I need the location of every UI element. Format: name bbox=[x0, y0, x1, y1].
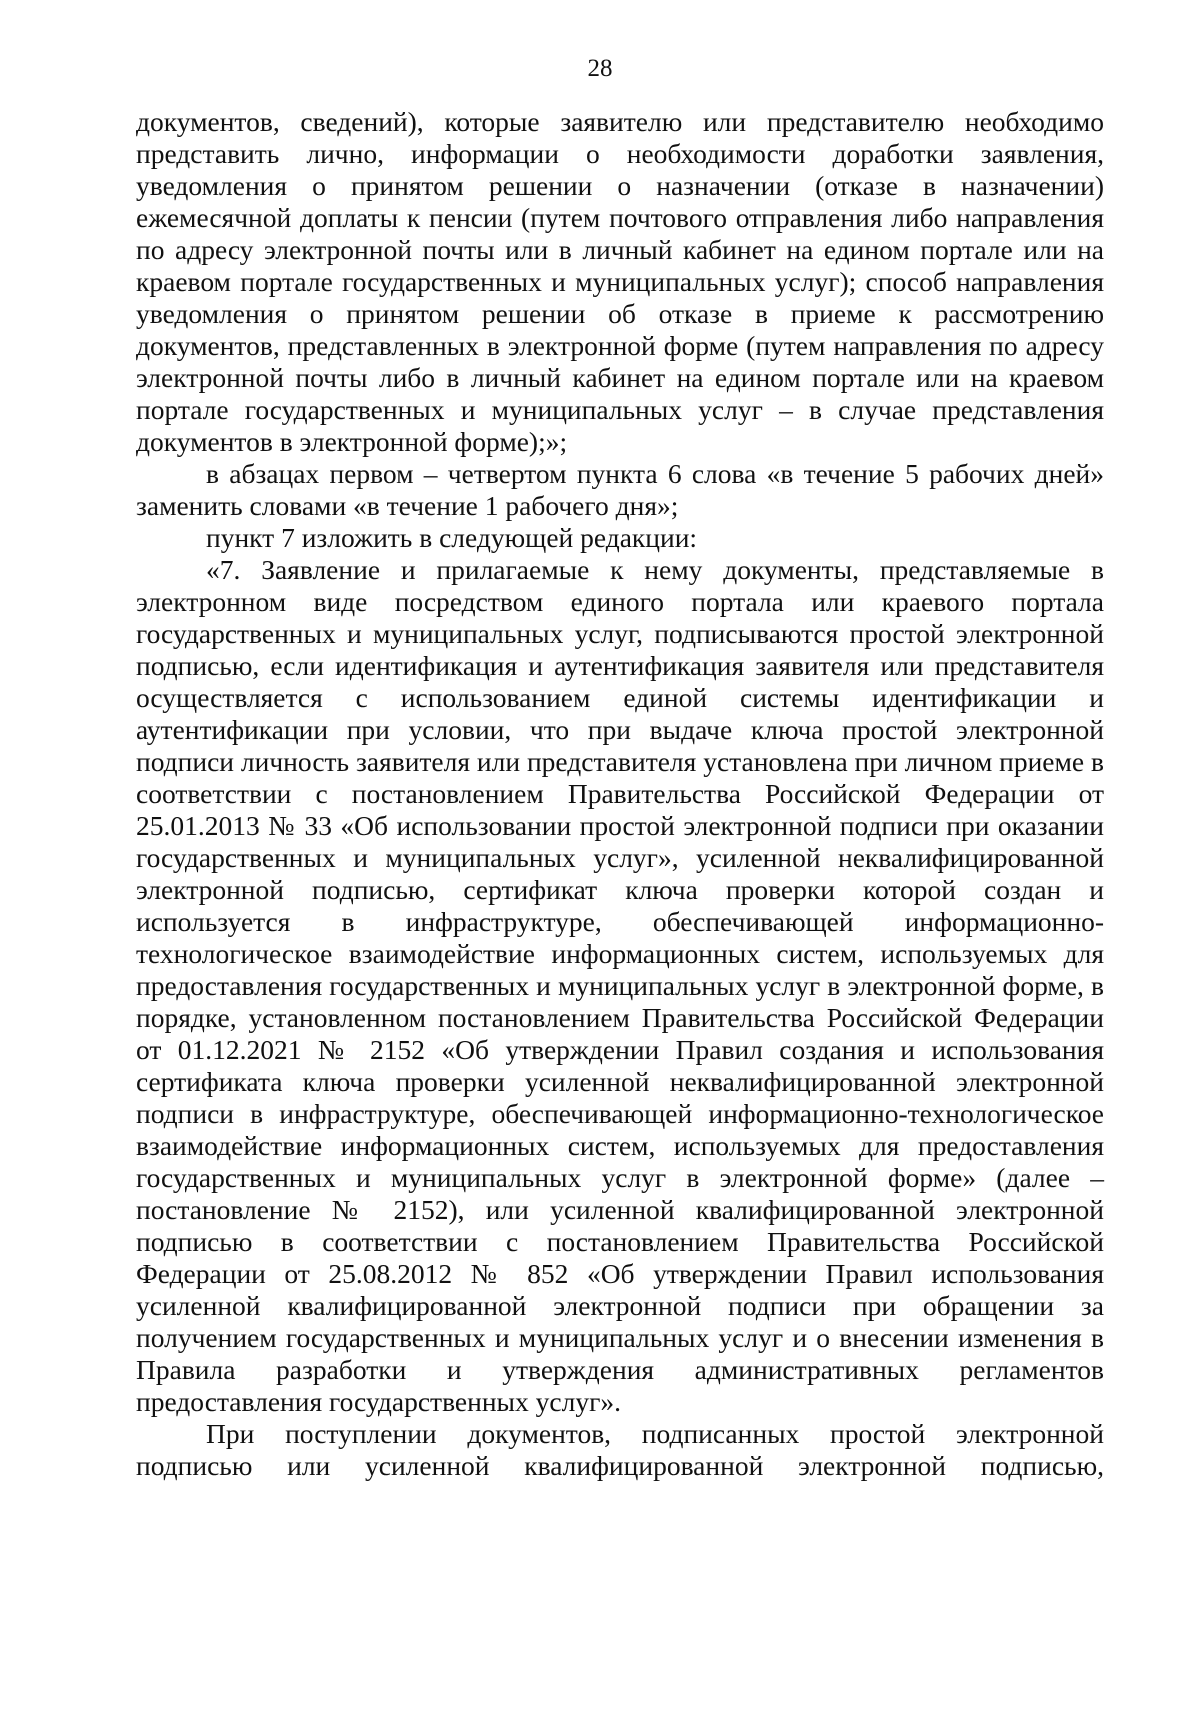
document-body bbox=[136, 106, 1104, 1482]
paragraph-continuation: документов, сведений), которые заявителю или представителю необходимо представить лично, информации о необходимости доработки заявления, уведомления о принятом решении о назначении (отказе в назначении) ежемесячной доплаты к пенсии (путем почтового отправления либо направления по адресу электронной почты или в личный кабинет на едином портале или на краевом портале государственных и муниципальных услуг); способ направления уведомления о принятом решении об отказе в приеме к рассмотрению документов, представленных в электронной форме (путем направления по адресу электронной почты либо в личный кабинет на едином портале или на краевом портале государственных и муниципальных услуг – в случае представления документов в электронной форме);»; bbox=[136, 106, 1104, 457]
page-number: 28 bbox=[587, 55, 613, 82]
paragraph-amendment-point-7-intro: пункт 7 изложить в следующей редакции: bbox=[206, 522, 698, 553]
paragraph-amendment-point-6: в абзацах первом – четвертом пункта 6 слова «в течение 5 рабочих дней» заменить словами «в течение 1 рабочего дня»; bbox=[136, 458, 1104, 521]
paragraph-continued-next-page: При поступлении документов, подписанных простой электронной подписью или усиленной квалифицированной электронной подписью, bbox=[136, 1418, 1104, 1481]
paragraph-point-7-text: «7. Заявление и прилагаемые к нему документы, представляемые в электронном виде посредством единого портала или краевого портала государственных и муниципальных услуг, подписываются простой электронной подписью, если идентификация и аутентификация заявителя или представителя осуществляется с использованием единой системы идентификации и аутентификации при условии, что при выдаче ключа простой электронной подписи личность заявителя или представителя установлена при личном приеме в соответствии с постановлением Правительства Российской Федерации от 25.01.2013 № 33 «Об использовании простой электронной подписи при оказании государственных и муниципальных услуг», усиленной неквалифицированной электронной подписью, сертификат ключа проверки которой создан и используется в инфраструктуре, обеспечивающей информационно-технологическое взаимодействие информационных систем, используемых для предоставления государственных и муниципальных услуг в электронной форме, в порядке, установленном постановлением Правительства Российской Федерации от 01.12.2021 № 2152 «Об утверждении Правил создания и использования сертификата ключа проверки усиленной неквалифицированной электронной подписи в инфраструктуре, обеспечивающей информационно-технологическое взаимодействие информационных систем, используемых для предоставления государственных и муниципальных услуг в электронной форме» (далее – постановление № 2152), или усиленной квалифицированной электронной подписью в соответствии с постановлением Правительства Российской Федерации от 25.08.2012 № 852 «Об утверждении Правил использования усиленной квалифицированной электронной подписи при обращении за получением государственных и муниципальных услуг и о внесении изменения в Правила разработки и утверждения административных регламентов предоставления государственных услуг». bbox=[136, 554, 1104, 1417]
